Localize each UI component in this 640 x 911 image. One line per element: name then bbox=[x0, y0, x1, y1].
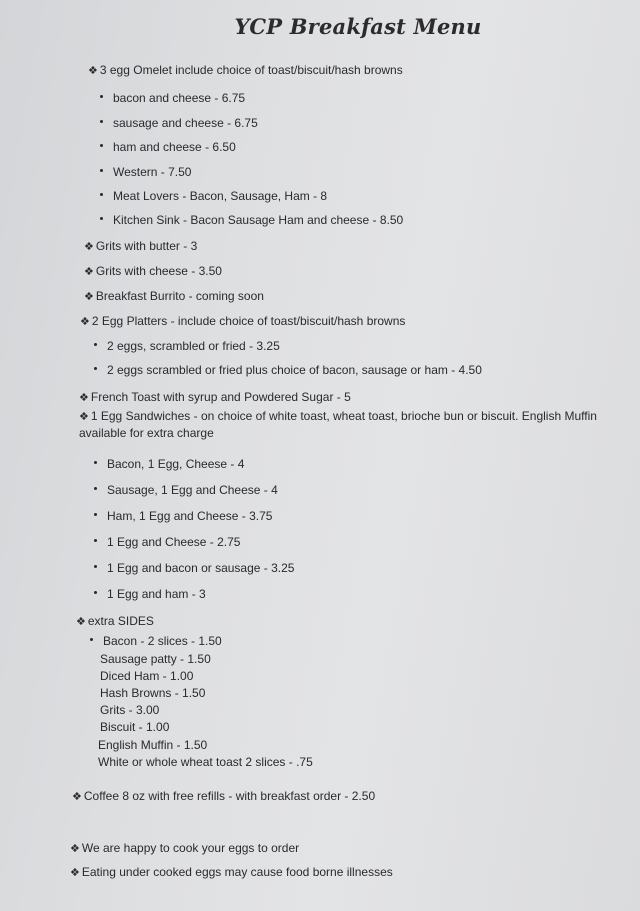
menu-item bbox=[100, 139, 236, 155]
menu-text: White or whole wheat toast 2 slices - .75 bbox=[98, 755, 313, 769]
page-title: YCP Breakfast Menu bbox=[234, 14, 482, 39]
bullet-dot-icon bbox=[94, 539, 97, 542]
menu-text: 2 eggs scrambled or fried plus choice of bacon, sausage or ham - 4.50 bbox=[107, 363, 482, 377]
menu-text: sausage and cheese - 6.75 bbox=[113, 116, 258, 130]
menu-text: Grits with butter - 3 bbox=[95, 239, 198, 253]
bullet-dot-icon bbox=[100, 169, 103, 172]
menu-text: Kitchen Sink - Bacon Sausage Ham and cheese - 8.50 bbox=[113, 213, 404, 227]
diamond-bullet-icon: ❖ bbox=[84, 290, 94, 303]
menu-item bbox=[94, 482, 278, 498]
menu-text: 1 Egg and bacon or sausage - 3.25 bbox=[107, 561, 295, 575]
menu-item bbox=[100, 685, 205, 701]
diamond-bullet-icon: ❖ bbox=[79, 391, 89, 404]
menu-text: Biscuit - 1.00 bbox=[100, 720, 170, 734]
menu-text: Hash Browns - 1.50 bbox=[100, 686, 206, 700]
menu-item bbox=[94, 362, 482, 378]
bullet-dot-icon bbox=[94, 367, 97, 370]
menu-section-header bbox=[88, 62, 403, 79]
bullet-dot-icon bbox=[94, 565, 97, 568]
bullet-dot-icon bbox=[94, 591, 97, 594]
bullet-dot-icon bbox=[100, 144, 103, 147]
menu-text: bacon and cheese - 6.75 bbox=[113, 91, 246, 105]
bullet-dot-icon bbox=[94, 513, 97, 516]
menu-text: Eating under cooked eggs may cause food borne illnesses bbox=[81, 865, 393, 879]
menu-text: 2 Egg Platters - include choice of toast/biscuit/hash browns bbox=[91, 314, 406, 328]
diamond-bullet-icon: ❖ bbox=[80, 315, 90, 328]
menu-text: Bacon - 2 slices - 1.50 bbox=[103, 634, 222, 648]
menu-item bbox=[90, 633, 222, 649]
menu-text: 1 Egg and ham - 3 bbox=[107, 587, 206, 601]
bullet-dot-icon bbox=[90, 638, 93, 641]
menu-item bbox=[100, 668, 193, 684]
menu-section-header bbox=[76, 613, 154, 630]
diamond-bullet-icon: ❖ bbox=[88, 64, 98, 77]
bullet-dot-icon bbox=[100, 120, 103, 123]
menu-section-header bbox=[79, 389, 351, 406]
menu-text: We are happy to cook your eggs to order bbox=[81, 841, 300, 855]
menu-item bbox=[94, 534, 240, 550]
bullet-dot-icon bbox=[100, 217, 103, 220]
menu-text: ham and cheese - 6.50 bbox=[113, 140, 236, 154]
menu-text: Coffee 8 oz with free refills - with breakfast order - 2.50 bbox=[83, 789, 376, 803]
menu-item bbox=[94, 560, 294, 576]
menu-item bbox=[94, 586, 206, 602]
menu-item bbox=[94, 508, 272, 524]
menu-item bbox=[94, 338, 280, 354]
diamond-bullet-icon: ❖ bbox=[70, 866, 80, 879]
menu-text: Diced Ham - 1.00 bbox=[100, 669, 194, 683]
menu-text: Grits - 3.00 bbox=[100, 703, 160, 717]
menu-item bbox=[94, 456, 244, 472]
menu-section-header bbox=[84, 288, 264, 305]
menu-item bbox=[100, 651, 211, 667]
bullet-dot-icon bbox=[100, 95, 103, 98]
diamond-bullet-icon: ❖ bbox=[72, 790, 82, 803]
menu-item bbox=[100, 212, 403, 228]
menu-text: Western - 7.50 bbox=[113, 165, 192, 179]
menu-section-header bbox=[84, 238, 197, 255]
menu-item bbox=[100, 164, 191, 180]
menu-text: 1 Egg Sandwiches - on choice of white toast, wheat toast, brioche bun or biscuit. English Muffin available for extra charge bbox=[79, 409, 597, 440]
bullet-dot-icon bbox=[94, 487, 97, 490]
diamond-bullet-icon: ❖ bbox=[79, 410, 89, 423]
diamond-bullet-icon: ❖ bbox=[84, 265, 94, 278]
menu-text: 2 eggs, scrambled or fried - 3.25 bbox=[107, 339, 280, 353]
menu-item bbox=[100, 188, 327, 204]
menu-text: 3 egg Omelet include choice of toast/biscuit/hash browns bbox=[99, 63, 403, 77]
menu-text: Ham, 1 Egg and Cheese - 3.75 bbox=[107, 509, 273, 523]
menu-text: extra SIDES bbox=[87, 614, 154, 628]
menu-text: Grits with cheese - 3.50 bbox=[95, 264, 222, 278]
bullet-dot-icon bbox=[94, 461, 97, 464]
menu-item bbox=[100, 115, 258, 131]
menu-section-header bbox=[70, 840, 299, 857]
menu-text: Breakfast Burrito - coming soon bbox=[95, 289, 264, 303]
menu-section-header bbox=[70, 864, 393, 881]
menu-section-header bbox=[79, 408, 619, 441]
menu-section-header bbox=[84, 263, 222, 280]
menu-item bbox=[98, 754, 313, 770]
menu-item bbox=[100, 702, 159, 718]
menu-text: 1 Egg and Cheese - 2.75 bbox=[107, 535, 241, 549]
menu-item bbox=[98, 737, 207, 753]
bullet-dot-icon bbox=[94, 343, 97, 346]
menu-text: Bacon, 1 Egg, Cheese - 4 bbox=[107, 457, 245, 471]
menu-text: Sausage, 1 Egg and Cheese - 4 bbox=[107, 483, 278, 497]
menu-item bbox=[100, 90, 245, 106]
menu-text: Meat Lovers - Bacon, Sausage, Ham - 8 bbox=[113, 189, 328, 203]
diamond-bullet-icon: ❖ bbox=[70, 842, 80, 855]
bullet-dot-icon bbox=[100, 193, 103, 196]
menu-text: Sausage patty - 1.50 bbox=[100, 652, 211, 666]
menu-text: French Toast with syrup and Powdered Sugar - 5 bbox=[90, 390, 351, 404]
menu-section-header bbox=[80, 313, 405, 330]
diamond-bullet-icon: ❖ bbox=[76, 615, 86, 628]
menu-section-header bbox=[72, 788, 375, 805]
diamond-bullet-icon: ❖ bbox=[84, 240, 94, 253]
menu-item bbox=[100, 719, 169, 735]
menu-text: English Muffin - 1.50 bbox=[98, 738, 208, 752]
